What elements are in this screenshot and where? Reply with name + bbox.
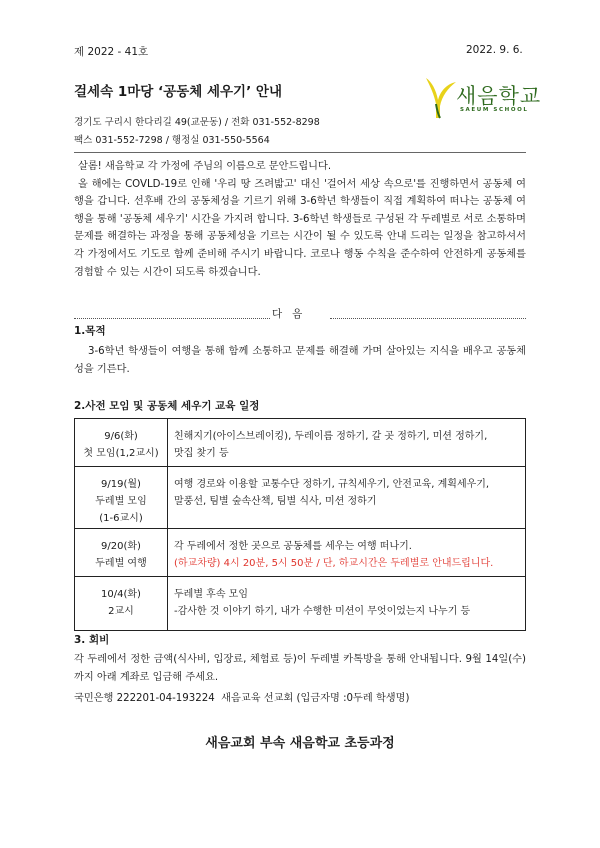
schedule-date: 9/6(화) xyxy=(104,431,138,442)
section2-heading: 2.사전 모임 및 공동체 세우기 교육 일정 xyxy=(74,400,260,412)
schedule-date-cell xyxy=(75,419,168,467)
schedule-activity: -감사한 것 이야기 하기, 내가 수행한 미션이 무엇이었는지 나누기 등 xyxy=(174,606,471,617)
header-divider xyxy=(74,152,526,153)
document-number: 제 2022 - 41호 xyxy=(74,46,149,58)
table-row xyxy=(75,529,526,577)
divider-label: 다 음 xyxy=(272,308,303,320)
section1-body: 3-6학년 학생들이 여행을 통해 함께 소통하고 문제를 해결해 가며 살아있는 지식을 배우고 공동체성을 기른다. xyxy=(74,346,526,375)
schedule-activity: 맛집 찾기 등 xyxy=(174,448,229,459)
section3-body: 각 두레에서 정한 금액(식사비, 입장료, 체험료 등)이 두레별 카톡방을 통해 안내됩니다. 9월 14일(수)까지 아래 계좌로 입금해 주세요. xyxy=(74,654,526,683)
school-footer: 새음교회 부속 새음학교 초등과정 xyxy=(205,736,395,751)
table-row xyxy=(75,467,526,529)
schedule-activity: 친해지기(아이스브레이킹), 두레이름 정하기, 갈 곳 정하기, 미션 정하기, xyxy=(174,431,488,442)
schedule-session: 두레별 여행 xyxy=(95,558,147,569)
sprout-logo-icon xyxy=(420,72,460,120)
intro-greeting: 살롬! 새음학교 각 가정에 주님의 이름으로 문안드립니다. xyxy=(78,161,332,172)
schedule-date-cell xyxy=(75,467,168,529)
bus-time-note: (하교차량) 4시 20분, 5시 50분 / 단, 하교시간은 두레별로 안내드립니다. xyxy=(174,558,494,569)
dotted-divider-left xyxy=(74,318,270,319)
schedule-activity-cell xyxy=(168,419,526,467)
schedule-activity-cell xyxy=(168,529,526,577)
intro-section xyxy=(74,158,526,281)
schedule-session: 두레별 모임 xyxy=(95,496,147,507)
document-date: 2022. 9. 6. xyxy=(466,44,523,56)
school-address: 경기도 구리시 한다리길 49(교문동) / 전화 031-552-8298 xyxy=(74,117,320,128)
school-fax: 팩스 031-552-7298 / 행정실 031-550-5564 xyxy=(74,135,270,146)
schedule-date: 9/19(월) xyxy=(101,479,141,490)
schedule-activity: 말풍선, 팀별 숲속산책, 팀별 식사, 미션 정하기 xyxy=(174,496,377,507)
schedule-date-cell xyxy=(75,577,168,631)
section1-heading: 1.목적 xyxy=(74,325,106,337)
document-title: 걸세속 1마당 ‘공동체 세우기’ 안내 xyxy=(74,84,282,100)
table-row xyxy=(75,419,526,467)
bank-account: 국민은행 222201-04-193224 새음교육 선교회 (입금자명 :0두레 학생명) xyxy=(74,693,410,704)
schedule-date: 9/20(화) xyxy=(101,541,141,552)
schedule-session: 2교시 xyxy=(108,606,134,617)
logo-text-english: SAEUM SCHOOL xyxy=(460,107,529,113)
dotted-divider-right xyxy=(330,318,526,319)
logo-text-korean: 새음학교 xyxy=(456,84,542,108)
schedule-activity: 두레별 후속 모임 xyxy=(174,589,248,600)
school-logo xyxy=(420,72,540,120)
schedule-activity: 각 두레에서 정한 곳으로 공동체를 세우는 여행 떠나기. xyxy=(174,541,412,552)
schedule-activity: 여행 경로와 이용할 교통수단 정하기, 규칙세우기, 안전교육, 계획세우기, xyxy=(174,479,490,490)
schedule-activity-cell xyxy=(168,467,526,529)
section3-heading: 3. 회비 xyxy=(74,634,110,646)
schedule-activity-cell xyxy=(168,577,526,631)
intro-body: 올 해에는 COVLD-19로 인해 '우리 땅 즈려밟고' 대신 '걸어서 세상 속으로'를 진행하면서 공동체 여행을 갑니다. 선후배 간의 공동체성을 기르기 위해 3-6학년 학생들이 직접 계획하여 떠나는 공동체 여행을 통해 '공동체 세우기' 시간을 가지려 합니다. 3-6학년 학생들로 구성된 각 두레별로 서로 소통하며 문제를 해결하는 과정을 통해 공동체성을 기르는 시간이 될 수 있도록 안내 드리는 일정을 참고하셔서 각 가정에서도 기도로 함께 준비해 주시기 바랍니다. 코로나 행동 수칙을 준수하여 안전하게 공동체를 경험할 수 있는 시간이 되도록 하겠습니다. xyxy=(74,178,526,278)
schedule-session: 첫 모임(1,2교시) xyxy=(83,448,159,459)
table-row xyxy=(75,577,526,631)
schedule-date-cell xyxy=(75,529,168,577)
schedule-date: 10/4(화) xyxy=(101,589,141,600)
schedule-table xyxy=(74,418,526,631)
schedule-session: (1-6교시) xyxy=(99,513,143,524)
